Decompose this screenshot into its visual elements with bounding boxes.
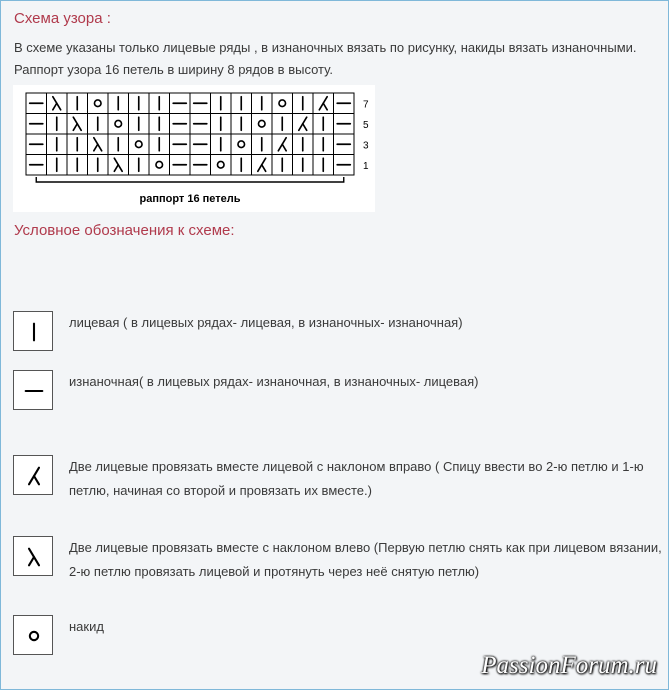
left-decrease-icon [13, 536, 53, 576]
chart-cell [252, 114, 273, 135]
intro-text: В схеме указаны только лицевые ряды , в изнаночных вязать по рисунку, накиды вязать изнаночными. Раппорт узора 16 петель в ширину 8 рядов в высоту. [14, 40, 637, 77]
legend-text: Две лицевые провязать вместе лицевой с наклоном вправо ( Спицу ввести во 2-ю петлю и 1-ю петлю, начиная со второй и провязать их вместе.) [69, 459, 644, 498]
legend-symbol [14, 537, 54, 577]
legend-text: накид [69, 619, 104, 634]
purl-stitch-icon [13, 370, 53, 410]
chart-cell [108, 114, 129, 135]
chart-cell [272, 93, 293, 114]
knit-stitch-icon [13, 311, 53, 351]
legend-title: Условное обозначения к схеме: [14, 222, 235, 239]
pattern-title: Схема узора : [14, 10, 111, 27]
chart-cell [211, 155, 232, 176]
row-number-label: 1 [363, 160, 369, 172]
legend-symbol [14, 312, 54, 352]
chart-cell [231, 134, 252, 155]
watermark: PassionForum.ru [481, 652, 657, 679]
legend-text: лицевая ( в лицевых рядах- лицевая, в изнаночных- изнаночная) [69, 315, 463, 330]
legend-symbol [14, 616, 54, 656]
legend-text: Две лицевые провязать вместе с наклоном влево (Первую петлю снять как при лицевом вязании, 2-ю петлю провязать лицевой и протянуть через неё снятую петлю) [69, 540, 662, 579]
legend-symbol-mark [30, 632, 38, 640]
row-number-label: 3 [363, 140, 369, 152]
legend-symbol-mark [29, 468, 39, 485]
legend-symbol-mark [29, 549, 39, 566]
legend-symbol [14, 456, 54, 496]
repeat-label: раппорт 16 петель [139, 193, 241, 205]
knitting-chart-svg [13, 85, 375, 212]
chart-cell [149, 155, 170, 176]
right-decrease-icon [13, 455, 53, 495]
repeat-bracket [36, 177, 344, 182]
legend-symbol [14, 371, 54, 411]
row-number-label: 7 [363, 99, 369, 111]
chart-cell [129, 134, 150, 155]
legend-text: изнаночная( в лицевых рядах- изнаночная, в изнаночных- лицевая) [69, 374, 479, 389]
chart-cell [88, 93, 109, 114]
knitting-chart [13, 85, 375, 212]
row-number-label: 5 [363, 119, 369, 131]
yarn-over-icon [13, 615, 53, 655]
